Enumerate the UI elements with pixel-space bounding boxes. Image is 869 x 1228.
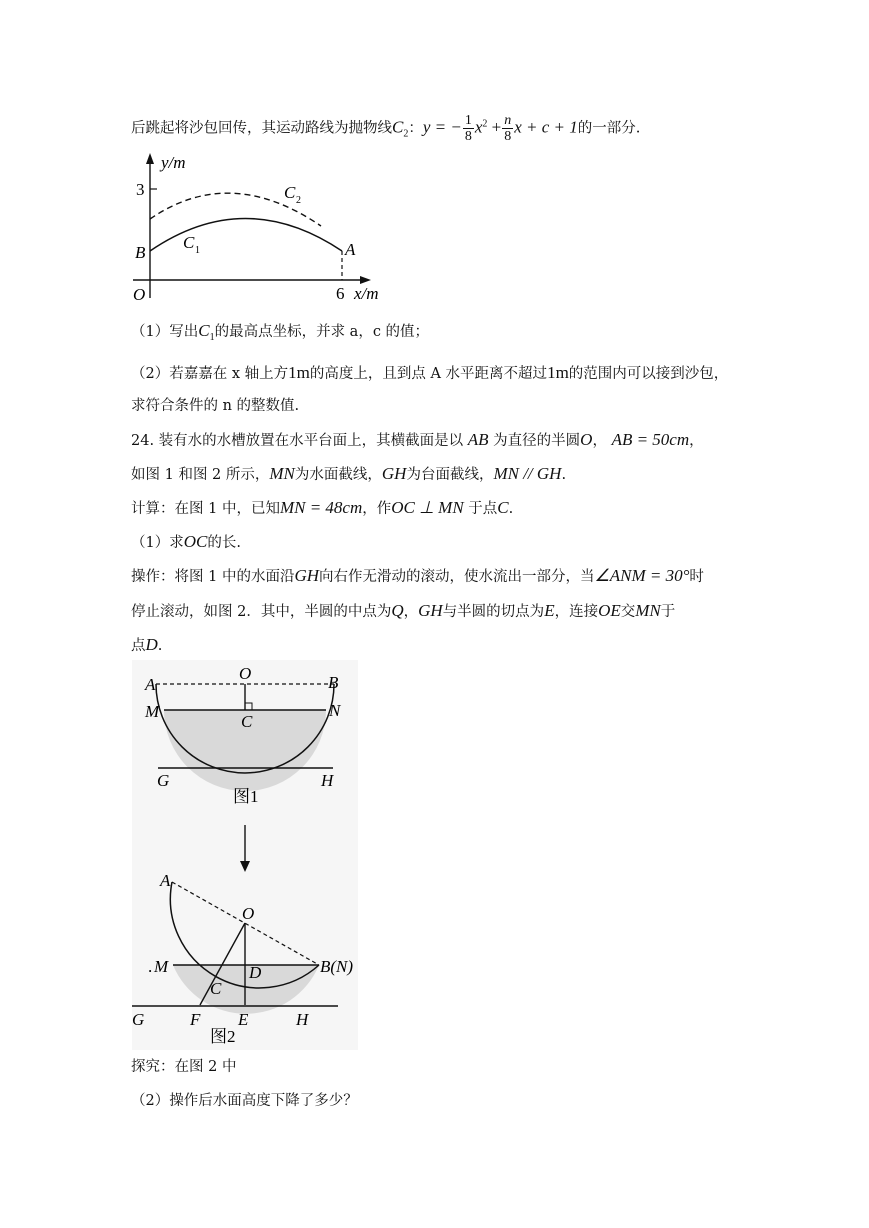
fig2-label-o: O <box>242 904 255 923</box>
q2-unit1: 1m <box>288 363 310 382</box>
fig2-label-m: M <box>154 957 169 976</box>
p24-l2d: . <box>561 467 567 483</box>
calc-b: ，作 <box>362 501 392 517</box>
q1-prefix: （1）写出 <box>131 324 199 340</box>
calc-line <box>131 498 513 519</box>
p24-o: O <box>580 430 593 449</box>
fig2-label-c: C <box>210 979 222 998</box>
op-e: E <box>544 601 555 620</box>
c2-sub: 2 <box>296 195 301 206</box>
intro-suffix: 的一部分. <box>577 120 641 137</box>
q1-var: C <box>198 321 210 340</box>
op-mn: MN <box>635 601 661 620</box>
intro-line <box>131 113 640 144</box>
water-tank-figures <box>128 660 360 1052</box>
op-gh2: GH <box>418 601 443 620</box>
frac2-den: 8 <box>504 129 512 144</box>
p24-d: ， <box>689 433 704 449</box>
fig2-label-e: E <box>238 1010 249 1029</box>
fig2-label-d: D <box>249 963 262 982</box>
fig1-caption: 图1 <box>233 787 259 806</box>
fraction-1 <box>463 113 474 144</box>
op-l1b: 向右作无滑动的滚动，使水流出一部分，当 <box>319 569 595 585</box>
p24-l2a: 如图 1 和图 2 所示， <box>131 467 270 483</box>
tick-3-label: 3 <box>136 180 145 199</box>
operation-line2 <box>131 601 675 622</box>
question-24-2 <box>131 1091 358 1111</box>
c2-label: C <box>284 183 296 202</box>
question-2-line2 <box>131 396 299 416</box>
c1-label: C <box>183 233 195 252</box>
p24-b: 为直径的半圆 <box>493 433 581 449</box>
fig2-label-bn: B(N) <box>320 957 354 976</box>
fig2-caption: 图2 <box>210 1027 236 1046</box>
operation-line1 <box>131 566 704 587</box>
fig2-label-h: H <box>296 1010 309 1029</box>
q1-sub: 1 <box>209 331 215 343</box>
op-oe: OE <box>598 601 621 620</box>
curve-c1 <box>150 219 342 252</box>
fig2-label-g: G <box>132 1010 145 1029</box>
fig1-label-o: O <box>239 664 252 683</box>
question-24-1 <box>131 532 241 553</box>
eq-end: x + c + 1 <box>514 117 578 137</box>
eq-start: y = − <box>422 117 462 137</box>
op-l2b: ， <box>403 604 419 620</box>
q24-1-oc: OC <box>183 532 208 551</box>
problem-24-line1 <box>131 430 704 451</box>
point-a-label: A <box>345 240 356 259</box>
op-q: Q <box>391 601 404 620</box>
q2-unit2: 1m <box>547 363 569 382</box>
origin-label: O <box>133 285 146 304</box>
p24-a: 24. 装有水的水槽放置在水平台面上，其横截面是以 <box>131 433 464 449</box>
op-l2f: 于 <box>660 604 676 620</box>
p24-ab: AB <box>467 430 489 449</box>
p24-parallel: MN // GH <box>493 464 562 483</box>
x-axis-arrow <box>360 276 371 284</box>
point-b-label: B <box>135 243 146 262</box>
p24-c: ， <box>592 433 607 449</box>
q2-text-b: 的高度上，且到点 A 水平距离不超过 <box>309 366 548 382</box>
frac1-num: 1 <box>464 113 472 128</box>
intro-prefix: 后跳起将沙包回传，其运动路线为抛物线 <box>131 120 392 137</box>
fraction-2 <box>502 113 513 144</box>
operation-line3 <box>131 635 162 656</box>
op-l2e: 交 <box>620 604 636 620</box>
question-1 <box>131 321 429 348</box>
calc-c: 于点 <box>468 501 498 517</box>
parabola-figure <box>125 150 395 310</box>
q1-suffix: 的最高点坐标，并求 a，c 的值； <box>214 324 430 340</box>
calc-perp: OC ⊥ MN <box>391 498 464 517</box>
op-l2d: ，连接 <box>554 604 599 620</box>
c1-sub: 1 <box>195 245 200 256</box>
op-l2a: 停止滚动，如图 2．其中，半圆的中点为 <box>131 604 392 620</box>
eq-pow: 2 <box>482 118 488 130</box>
x-axis-label: x/m <box>354 284 379 303</box>
q24-1-b: 的长. <box>207 535 241 551</box>
op-l1c: 时 <box>689 569 704 585</box>
q2-text-a: （2）若嘉嘉在 x 轴上方 <box>131 366 289 382</box>
op-l3b: . <box>157 638 163 654</box>
fig1-label-m: M <box>145 702 160 721</box>
fig1-label-a: A <box>145 675 156 694</box>
q24-1-a: （1）求 <box>131 535 184 551</box>
fig1-label-h: H <box>321 771 334 790</box>
op-l2c: 与半圆的切点为 <box>442 604 545 620</box>
op-angle: ∠ANM = 30° <box>594 566 690 585</box>
p24-l2c: 为台面截线， <box>406 467 494 483</box>
fig2-label-dot: . <box>148 957 153 976</box>
fig1-label-c: C <box>241 712 253 731</box>
explore-line <box>131 1057 236 1077</box>
op-l3a: 点 <box>131 638 146 654</box>
question-2-line1 <box>131 363 728 384</box>
p24-l2b: 为水面截线， <box>294 467 382 483</box>
op-l1a: 操作：将图 1 中的水面沿 <box>131 569 295 585</box>
q2-line2: 求符合条件的 n 的整数值. <box>131 398 300 414</box>
problem-24-line2 <box>131 464 566 485</box>
curve-sub: 2 <box>403 128 409 140</box>
q24-2-text: （2）操作后水面高度下降了多少？ <box>131 1093 358 1109</box>
y-axis-label: y/m <box>161 153 186 172</box>
calc-a: 计算：在图 1 中，已知 <box>131 501 280 517</box>
op-d: D <box>145 635 158 654</box>
fig2-label-a: A <box>160 871 171 890</box>
eq-plus: + <box>487 117 502 137</box>
explore-text: 探究：在图 2 中 <box>131 1059 237 1075</box>
tick-6-label: 6 <box>336 284 345 303</box>
p24-ab-eq: AB = 50cm <box>611 430 690 449</box>
q2-text-c: 的范围内可以接到沙包， <box>568 366 729 382</box>
p24-mn: MN <box>269 464 295 483</box>
eq-x: x <box>474 117 483 137</box>
fig1-label-g: G <box>157 771 170 790</box>
fig2-label-f: F <box>190 1010 201 1029</box>
calc-mn-eq: MN = 48cm <box>279 498 363 517</box>
frac1-den: 8 <box>464 129 472 144</box>
fig1-label-n: N <box>329 701 341 720</box>
calc-d: . <box>508 501 514 517</box>
frac2-num: n <box>504 113 512 128</box>
p24-gh: GH <box>381 464 407 483</box>
calc-pt: C <box>497 498 509 517</box>
colon: ： <box>408 120 423 137</box>
curve-var: C <box>392 117 404 137</box>
op-gh: GH <box>294 566 320 585</box>
fig1-label-b: B <box>328 673 339 692</box>
y-axis-arrow <box>146 153 154 164</box>
